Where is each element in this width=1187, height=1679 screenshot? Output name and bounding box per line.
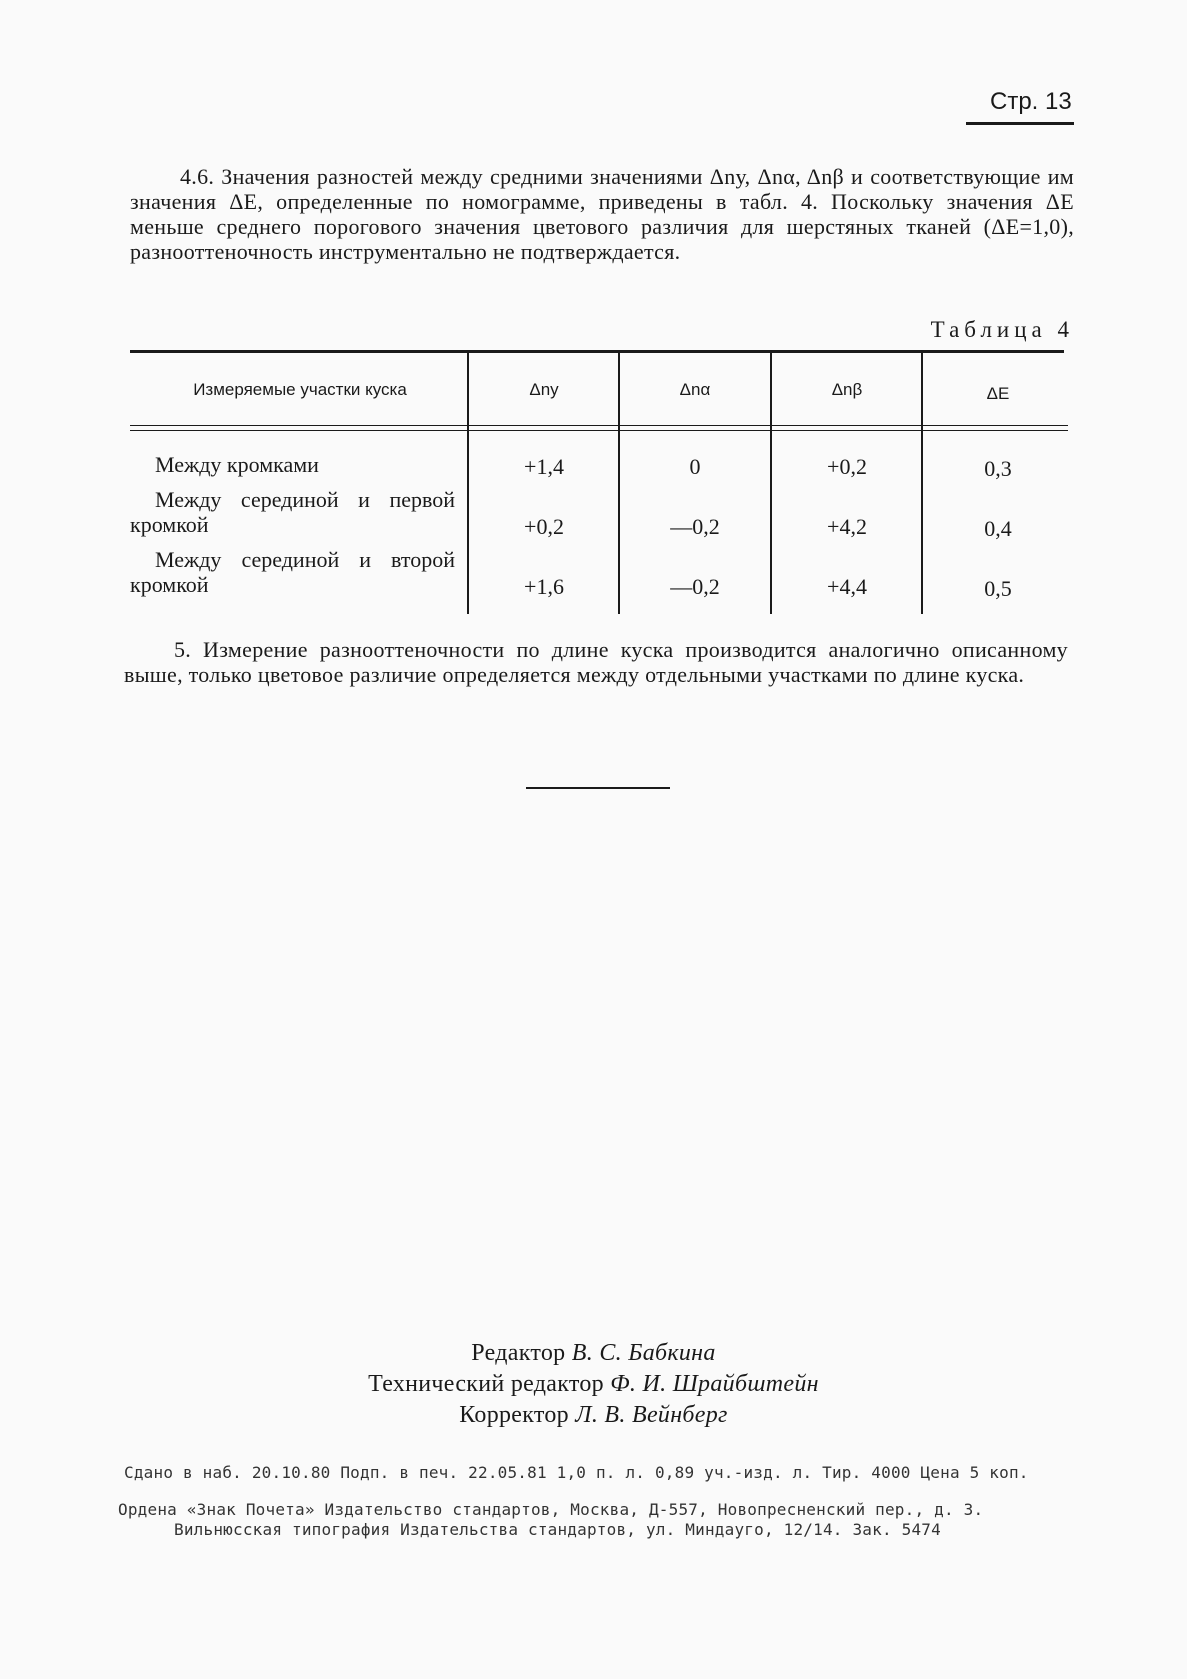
imprint-line-3: Вильнюсская типография Издательства стандартов, ул. Миндауго, 12/14. Зак. 5474 bbox=[174, 1520, 941, 1539]
table-cell: 0,3 bbox=[984, 456, 1012, 481]
paragraph-5: 5. Измерение разнооттеночности по длине куска производится аналогично описанному выше, только цветовое различие определяется между отдельными участками по длине куска. bbox=[124, 637, 1068, 687]
editor-name: В. С. Бабкина bbox=[571, 1340, 716, 1366]
table-cell: +0,2 bbox=[827, 454, 867, 479]
table-cell: +1,4 bbox=[524, 454, 564, 479]
column-separator bbox=[921, 352, 923, 614]
imprint-line-1: Сдано в наб. 20.10.80 Подп. в печ. 22.05.81 1,0 п. л. 0,89 уч.-изд. л. Тир. 4000 Цена 5 коп. bbox=[124, 1463, 1029, 1482]
section-divider bbox=[526, 787, 670, 789]
credit-corrector bbox=[0, 1402, 1187, 1429]
tech-editor-name: Ф. И. Шрайбштейн bbox=[610, 1371, 819, 1397]
credit-editor bbox=[0, 1340, 1187, 1367]
table-header-rule-2 bbox=[130, 430, 1068, 431]
row-label: Между кромками bbox=[155, 452, 319, 477]
table-top-rule bbox=[130, 350, 1064, 353]
header-delta-e: ΔE bbox=[986, 384, 1010, 403]
column-separator bbox=[770, 352, 772, 614]
table-cell: —0,2 bbox=[670, 574, 720, 599]
header-delta-n-alpha: Δnα bbox=[679, 380, 711, 399]
paragraph-4-6: 4.6. Значения разностей между средними значениями Δnу, Δnα, Δnβ и соответствующие им значения ΔE, определенные по номограмме, приведены в табл. 4. Поскольку значения ΔE меньше среднего порогового значения цветового различия для шерстяных тканей (ΔE=1,0), разнооттеночность инструментально не подтверждается. bbox=[130, 164, 1074, 264]
table-header-rule bbox=[130, 425, 1068, 426]
header-delta-n-y: Δnу bbox=[529, 380, 559, 399]
table-cell: 0 bbox=[689, 454, 701, 479]
tech-editor-role: Технический редактор bbox=[368, 1371, 604, 1397]
imprint-line-2: Ордена «Знак Почета» Издательство стандартов, Москва, Д-557, Новопресненский пер., д. 3. bbox=[118, 1500, 984, 1519]
table-cell: 0,5 bbox=[984, 576, 1012, 601]
header-delta-n-beta: Δnβ bbox=[831, 380, 863, 399]
corrector-role: Корректор bbox=[459, 1402, 569, 1428]
table-cell: —0,2 bbox=[670, 514, 720, 539]
page-number-underline bbox=[966, 122, 1074, 125]
column-separator bbox=[618, 352, 620, 614]
corrector-name: Л. В. Вейнберг bbox=[575, 1402, 728, 1428]
credit-tech-editor bbox=[0, 1371, 1187, 1398]
table-cell: +4,2 bbox=[827, 514, 867, 539]
header-sections: Измеряемые участки куска bbox=[193, 380, 407, 399]
table-cell: +1,6 bbox=[524, 574, 564, 599]
table-cell: 0,4 bbox=[984, 516, 1012, 541]
column-separator bbox=[467, 352, 469, 614]
page-number: Стр. 13 bbox=[990, 88, 1072, 115]
table-cell: +4,4 bbox=[827, 574, 867, 599]
row-label: Между серединой и первой кромкой bbox=[130, 487, 455, 537]
editor-role: Редактор bbox=[471, 1340, 566, 1366]
row-label: Между серединой и второй кромкой bbox=[130, 547, 455, 597]
table-cell: +0,2 bbox=[524, 514, 564, 539]
table-caption: Таблица 4 bbox=[930, 317, 1074, 342]
